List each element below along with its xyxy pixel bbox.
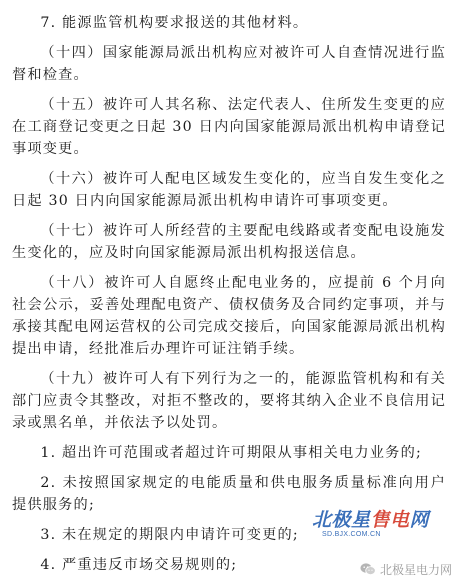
paragraph-article-14: （十四）国家能源局派出机构应对被许可人自查情况进行监督和检查。 [12,45,446,83]
list-item-1: 1. 超出许可范围或者超过许可期限从事相关电力业务的; [40,445,422,461]
list-item-4: 4. 严重违反市场交易规则的; [40,557,238,573]
wechat-icon [360,562,376,576]
wechat-account-tag [360,559,452,579]
paragraph-article-17: （十七）被许可人所经营的主要配电线路或者变配电设施发生变化的，应及时向国家能源局派出机构报送信息。 [12,223,446,261]
paragraph-article-15: （十五）被许可人其名称、法定代表人、住所发生变更的应在工商登记变更之日起 30 日内向国家能源局派出机构申请登记事项变更。 [12,97,446,157]
paragraph-article-18: （十八）被许可人自愿终止配电业务的，应提前 6 个月向社会公示，妥善处理配电资产、债权债务及合同约定事项，并与承接其配电网运营权的公司完成交接后，向国家能源局派出机构提出申请，经批准后办理许可证注销手续。 [12,275,446,357]
watermark-logo-part3: 网 [409,510,430,531]
wechat-account-name: 北极星电力网 [379,562,452,577]
watermark-logo-part2: 售电 [370,510,410,531]
paragraph-article-16: （十六）被许可人配电区域发生变化的，应当自发生变化之日起 30 日内向国家能源局派出机构申请许可事项变更。 [12,171,446,209]
paragraph-item-7: 7. 能源监管机构要求报送的其他材料。 [40,15,309,31]
watermark-url: SD.BJX.COM.CN [322,531,381,538]
paragraph-article-19: （十九）被许可人有下列行为之一的，能源监管机构和有关部门应责令其整改，对拒不整改的，要将其纳入企业不良信用记录或黑名单，并依法予以处罚。 [12,371,446,431]
list-item-2: 2. 未按照国家规定的电能质量和供电服务质量标准向用户提供服务的; [12,475,446,513]
list-item-3: 3. 未在规定的期限内申请许可变更的; [40,527,299,543]
watermark-logo-part1: 北极星 [312,510,371,531]
